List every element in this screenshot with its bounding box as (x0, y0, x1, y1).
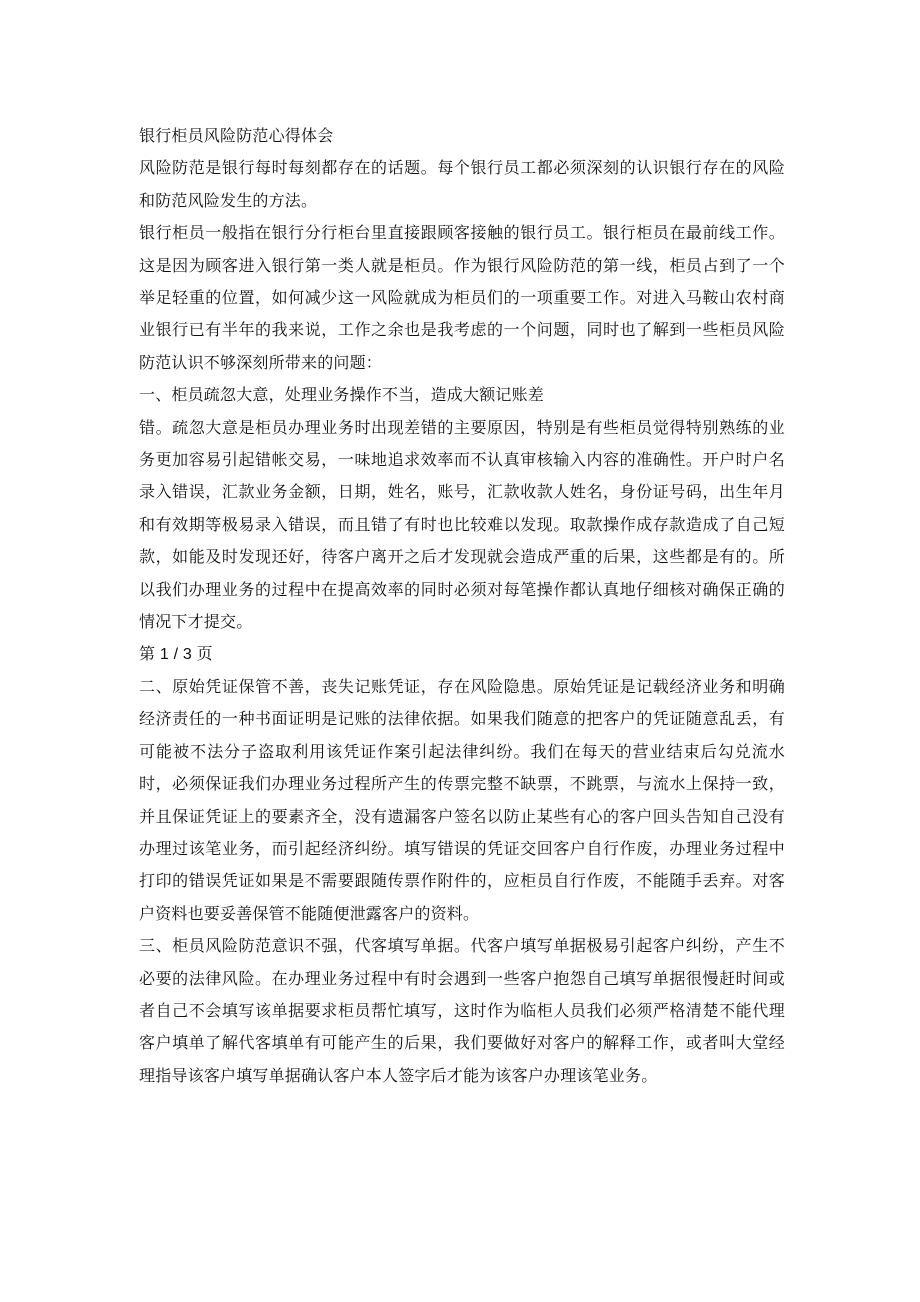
paragraph-teller-definition: 银行柜员一般指在银行分行柜台里直接跟顾客接触的银行员工。银行柜员在最前线工作。这是因为顾客进入银行第一类人就是柜员。作为银行风险防范的第一线，柜员占到了一个举足轻重的位置，如何减少这一风险就成为柜员们的一项重要工作。对进入马鞍山农村商业银行已有半年的我来说，工作之余也是我考虑的一个问题，同时也了解到一些柜员风险防范认识不够深刻所带来的问题： (139, 223, 785, 372)
document-title: 银行柜员风险防范心得体会 (139, 126, 334, 145)
paragraph-intro: 风险防范是银行每时每刻都存在的话题。每个银行员工都必须深刻的认识银行存在的风险和防范风险发生的方法。 (139, 158, 785, 210)
page-number: 第 1 / 3 页 (139, 645, 213, 663)
paragraph-section-three: 三、柜员风险防范意识不强，代客填写单据。代客户填写单据极易引起客户纠纷，产生不必要的法律风险。在办理业务过程中有时会遇到一些客户抱怨自己填写单据很慢赶时间或者自己不会填写该单据要求柜员帮忙填写，这时作为临柜人员我们必须严格清楚不能代理客户填单了解代客填单有可能产生的后果，我们要做好对客户的解释工作，或者叫大堂经理指导该客户填写单据确认客户本人签字后才能为该客户办理该笔业务。 (139, 936, 785, 1085)
paragraph-section-two: 二、原始凭证保管不善，丧失记账凭证，存在风险隐患。原始凭证是记载经济业务和明确经济责任的一种书面证明是记账的法律依据。如果我们随意的把客户的凭证随意乱丢，有可能被不法分子盗取利用该凭证作案引起法律纠纷。我们在每天的营业结束后勾兑流水时，必须保证我们办理业务过程所产生的传票完整不缺票，不跳票，与流水上保持一致，并且保证凭证上的要素齐全，没有遗漏客户签名以防止某些有心的客户回头告知自己没有办理过该笔业务，而引起经济纠纷。填写错误的凭证交回客户自行作废，办理业务过程中打印的错误凭证如果是不需要跟随传票作附件的，应柜员自行作废，不能随手丢弃。对客户资料也要妥善保管不能随便泄露客户的资料。 (139, 676, 785, 923)
document-body (139, 120, 785, 1092)
section-heading-one: 一、柜员疏忽大意，处理业务操作不当，造成大额记账差 (139, 385, 545, 405)
paragraph-section-one: 错。疏忽大意是柜员办理业务时出现差错的主要原因，特别是有些柜员觉得特别熟练的业务更加容易引起错帐交易，一味地追求效率而不认真审核输入内容的准确性。开户时户名录入错误，汇款业务金额，日期，姓名，账号，汇款收款人姓名，身份证号码，出生年月和有效期等极易录入错误，而且错了有时也比较难以发现。取款操作成存款造成了自己短款，如能及时发现还好，待客户离开之后才发现就会造成严重的后果，这些都是有的。所以我们办理业务的过程中在提高效率的同时必须对每笔操作都认真地仔细核对确保正确的情况下才提交。 (139, 417, 785, 632)
